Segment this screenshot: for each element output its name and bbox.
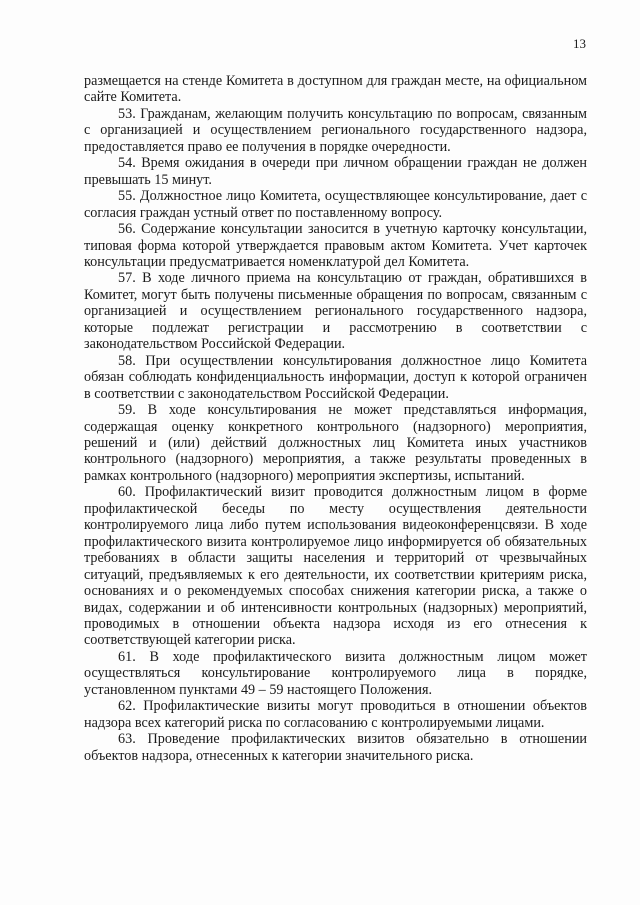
paragraph-55: 55. Должностное лицо Комитета, осуществляющее консультирование, дает с согласия граждан устный ответ по поставленному вопросу.	[84, 188, 587, 221]
paragraph-62: 62. Профилактические визиты могут проводиться в отношении объектов надзора всех категорий риска по согласованию с контролируемыми лицами.	[84, 698, 587, 731]
paragraph-60: 60. Профилактический визит проводится должностным лицом в форме профилактической беседы по месту осуществления деятельности контролируемого лица либо путем использования видеоконференцсвязи. В ходе профилактического визита контролируемое лицо информируется об обязательных требованиях в области защиты населения и территорий от чрезвычайных ситуаций, предъявляемых к его деятельности, их соответствии критериям риска, основаниях и о рекомендуемых способах снижения категории риска, а также о видах, содержании и об интенсивности контрольных (надзорных) мероприятий, проводимых в отношении объекта надзора исходя из его отнесения к соответствующей категории риска.	[84, 484, 587, 649]
document-body	[84, 73, 587, 764]
paragraph-58: 58. При осуществлении консультирования должностное лицо Комитета обязан соблюдать конфиденциальность информации, доступ к которой ограничен в соответствии с законодательством Российской Федерации.	[84, 352, 587, 402]
paragraph-57: 57. В ходе личного приема на консультацию от граждан, обратившихся в Комитет, могут быть получены письменные обращения по вопросам, связанным с организацией и осуществлением регионального государственного надзора, которые подлежат регистрации и рассмотрению в соответствии с законодательством Российской Федерации.	[84, 270, 587, 353]
paragraph-continuation: размещается на стенде Комитета в доступном для граждан месте, на официальном сайте Комитета.	[84, 73, 587, 106]
page-number: 13	[573, 36, 586, 51]
paragraph-54: 54. Время ожидания в очереди при личном обращении граждан не должен превышать 15 минут.	[84, 155, 587, 188]
paragraph-59: 59. В ходе консультирования не может представляться информация, содержащая оценку конкретного контрольного (надзорного) мероприятия, решений и (или) действий должностных лиц Комитета иных участников контрольного (надзорного) мероприятия, а также результаты проведенных в рамках контрольного (надзорного) мероприятия экспертизы, испытаний.	[84, 402, 587, 484]
paragraph-53: 53. Гражданам, желающим получить консультацию по вопросам, связанным с организацией и осуществлением регионального государственного надзора, предоставляется право ее получения в порядке очередности.	[84, 105, 587, 155]
paragraph-56: 56. Содержание консультации заносится в учетную карточку консультации, типовая форма которой утверждается правовым актом Комитета. Учет карточек консультации предусматривается номенклатурой дел Комитета.	[84, 221, 587, 270]
paragraph-61: 61. В ходе профилактического визита должностным лицом может осуществляться консультирование контролируемого лица в порядке, установленном пунктами 49 – 59 настоящего Положения.	[84, 648, 587, 698]
paragraph-63: 63. Проведение профилактических визитов обязательно в отношении объектов надзора, отнесенных к категории значительного риска.	[84, 731, 587, 764]
